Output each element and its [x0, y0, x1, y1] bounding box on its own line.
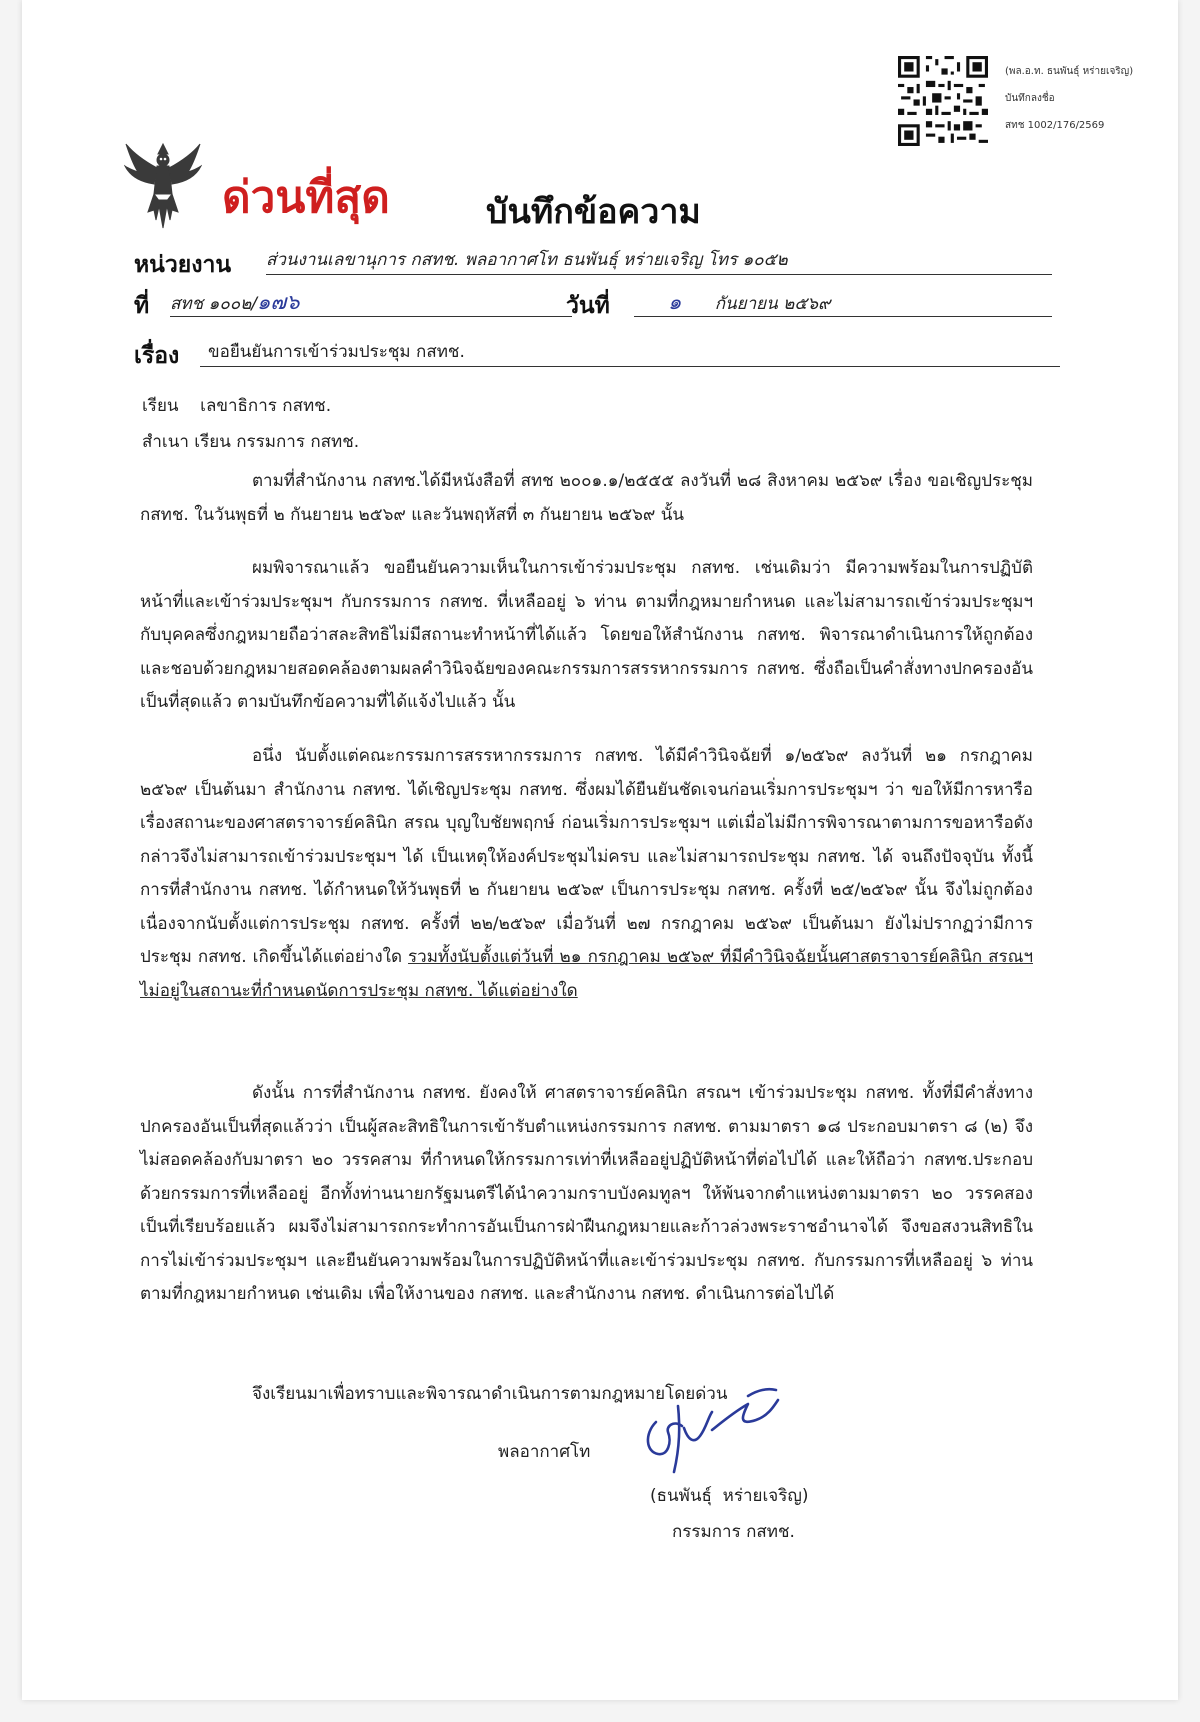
body-paragraph-1: ตามที่สำนักงาน กสทช.ได้มีหนังสือที่ สทช ๒๐๐๑.๑/๒๕๕๕ ลงวันที่ ๒๘ สิงหาคม ๒๕๖๙ เรื่อง ขอเชิญประชุม กสทช. ในวันพุธที่ ๒ กันยายน ๒๕๖๙ และวันพฤหัสที่ ๓ กันยายน ๒๕๖๙ นั้น [140, 471, 1033, 525]
qr-code-icon [898, 56, 988, 146]
reference-number: ๑๗๖ [257, 290, 300, 314]
signature-icon [638, 1382, 818, 1482]
date-label: วันที่ [566, 293, 610, 319]
reference-value [170, 290, 572, 317]
subject-label: เรื่อง [134, 343, 180, 369]
date-month-year: กันยายน ๒๕๖๙ [714, 294, 831, 314]
signatory-position: กรรมการ กสทช. [672, 1522, 795, 1542]
stamp-line-1: (พล.อ.ท. ธนพันธุ์ หร่ายเจริญ) [1005, 66, 1134, 77]
agency-value: ส่วนงานเลขานุการ กสทช. พลอากาศโท ธนพันธุ์ หร่ายเจริญ โทร ๑๐๕๒ [266, 248, 1052, 275]
addressee: เรียน เลขาธิการ กสทช. [142, 396, 332, 416]
stamp-line-2: บันทึกลงชื่อ [1005, 93, 1055, 104]
document-title: บันทึกข้อความ [486, 192, 701, 232]
body-paragraph-3-underlined: รวมทั้งนับตั้งแต่วันที่ ๒๑ กรกฎาคม ๒๕๖๙ ที่มีคำวินิจฉัยนั้นศาสตราจารย์คลินิก สรณฯ ไม่อยู่ในสถานะที่กำหนดนัดการประชุม กสทช. ได้แต่อย่างใด [140, 947, 1033, 1001]
closing-line: จึงเรียนมาเพื่อทราบและพิจารณาดำเนินการตามกฎหมายโดยด่วน [252, 1384, 728, 1404]
urgency-label: ด่วนที่สุด [222, 172, 390, 223]
signatory-rank: พลอากาศโท [498, 1442, 591, 1462]
memo-page [22, 0, 1178, 1700]
body-paragraph-3 [140, 740, 1033, 1008]
body-paragraph-3-text: อนึ่ง นับตั้งแต่คณะกรรมการสรรหากรรมการ กสทช. ได้มีคำวินิจฉัยที่ ๑/๒๕๖๙ ลงวันที่ ๒๑ กรกฎาคม ๒๕๖๙ เป็นต้นมา สำนักงาน กสทช. ได้เชิญประชุม กสทช. ซึ่งผมได้ยืนยันชัดเจนก่อนเริ่มการประชุมฯ ว่า ขอให้มีการหารือเรื่องสถานะของศาสตราจารย์คลินิก สรณ บุญใบชัยพฤกษ์ ก่อนเริ่มการประชุมฯ แต่เมื่อไม่มีการพิจารณาตามการขอหารือดังกล่าวจึงไม่สามารถเข้าร่วมประชุมฯ ได้ เป็นเหตุให้องค์ประชุมไม่ครบ และไม่สามารถประชุม กสทช. ได้ จนถึงปัจจุบัน ทั้งนี้ การที่สำนักงาน กสทช. ได้กำหนดให้วันพุธที่ ๒ กันยายน ๒๕๖๙ เป็นการประชุม กสทช. ครั้งที่ ๒๕/๒๕๖๙ นั้น จึงไม่ถูกต้อง เนื่องจากนับตั้งแต่การประชุม กสทช. ครั้งที่ ๒๒/๒๕๖๙ เมื่อวันที่ ๒๗ กรกฎาคม ๒๕๖๙ เป็นต้นมา ยังไม่ปรากฏว่ามีการประชุม กสทช. เกิดขึ้นได้แต่อย่างใด [140, 746, 1033, 967]
subject-value: ขอยืนยันการเข้าร่วมประชุม กสทช. [200, 340, 1060, 367]
agency-label: หน่วยงาน [134, 252, 232, 278]
stamp-line-3: สทช 1002/176/2569 [1005, 120, 1105, 131]
garuda-emblem-icon [124, 140, 202, 232]
receipt-stamp [1005, 58, 1133, 139]
date-day: ๑ [668, 290, 682, 314]
reference-prefix: สทช ๑๐๐๒/ [170, 294, 258, 314]
reference-label: ที่ [134, 293, 150, 319]
date-value [634, 290, 1052, 317]
signatory-name: (ธนพันธุ์ หร่ายเจริญ) [650, 1486, 809, 1506]
carbon-copy: สำเนา เรียน กรรมการ กสทช. [142, 432, 360, 452]
body-paragraph-4: ดังนั้น การที่สำนักงาน กสทช. ยังคงให้ ศาสตราจารย์คลินิก สรณฯ เข้าร่วมประชุม กสทช. ทั้งที่มีคำสั่งทางปกครองอันเป็นที่สุดแล้วว่า เป็นผู้สละสิทธิในการเข้ารับตำแหน่งกรรมการ กสทช. ตามมาตรา ๑๘ ประกอบมาตรา ๘ (๒) จึงไม่สอดคล้องกับมาตรา ๒๐ วรรคสาม ที่กำหนดให้กรรมการเท่าที่เหลืออยู่ปฏิบัติหน้าที่ต่อไปได้ และให้ถือว่า กสทช.ประกอบด้วยกรรมการที่เหลืออยู่ อีกทั้งท่านนายกรัฐมนตรีได้นำความกราบบังคมทูลฯ ให้พ้นจากตำแหน่งตามมาตรา ๒๐ วรรคสองเป็นที่เรียบร้อยแล้ว ผมจึงไม่สามารถกระทำการอันเป็นการฝ่าฝืนกฎหมายและก้าวล่วงพระราชอำนาจได้ จึงขอสงวนสิทธิในการไม่เข้าร่วมประชุมฯ และยืนยันความพร้อมในการปฏิบัติหน้าที่และเข้าร่วมประชุม กสทช. กับกรรมการที่เหลืออยู่ ๖ ท่าน ตามที่กฎหมายกำหนด เช่นเดิม เพื่อให้งานของ กสทช. และสำนักงาน กสทช. ดำเนินการต่อไปได้ [140, 1083, 1033, 1304]
body-paragraph-2: ผมพิจารณาแล้ว ขอยืนยันความเห็นในการเข้าร่วมประชุม กสทช. เช่นเดิมว่า มีความพร้อมในการปฏิบัติหน้าที่และเข้าร่วมประชุมฯ กับกรรมการ กสทช. ที่เหลืออยู่ ๖ ท่าน ตามที่กฎหมายกำหนด และไม่สามารถเข้าร่วมประชุมฯ กับบุคคลซึ่งกฎหมายถือว่าสละสิทธิไม่มีสถานะทำหน้าที่ได้แล้ว โดยขอให้สำนักงาน กสทช. พิจารณาดำเนินการให้ถูกต้องและชอบด้วยกฎหมายสอดคล้องตามผลคำวินิจฉัยของคณะกรรมการสรรหากรรมการ กสทช. ซึ่งถือเป็นคำสั่งทางปกครองอันเป็นที่สุดแล้ว ตามบันทึกข้อความที่ได้แจ้งไปแล้ว นั้น [140, 558, 1033, 712]
